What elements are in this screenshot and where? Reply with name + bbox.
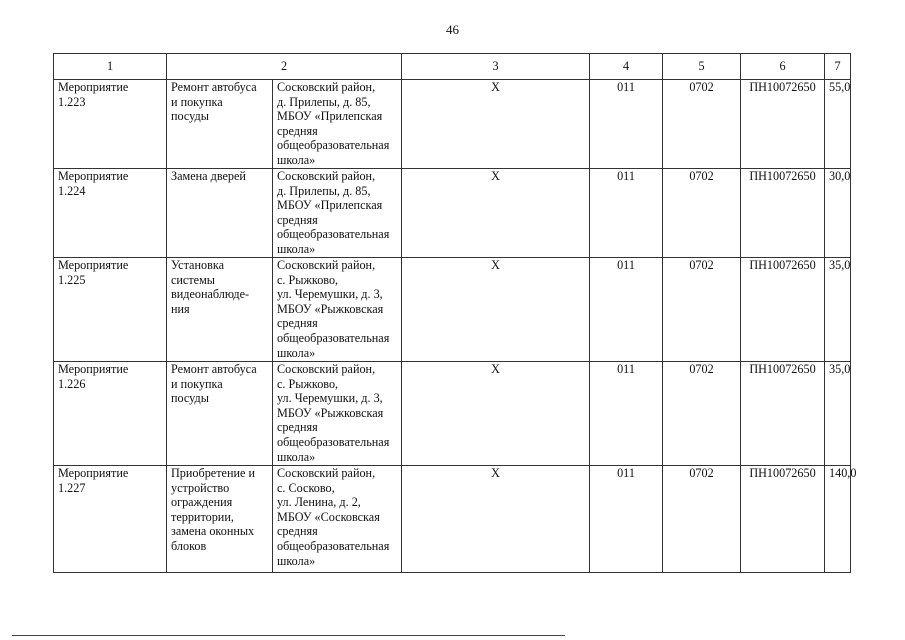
col5-cell: 0702 xyxy=(663,258,741,362)
address-cell: Сосковский район, с. Рыжково, ул. Черемушки, д. 3, МБОУ «Рыжковская средняя общеобразовательная школа» xyxy=(273,362,402,466)
col4-cell: 011 xyxy=(590,169,663,258)
col6-cell: ПН10072650 xyxy=(741,466,825,573)
col6-cell: ПН10072650 xyxy=(741,80,825,169)
col7-cell: 140,0 xyxy=(825,466,851,573)
col3-cell: Х xyxy=(402,258,590,362)
col6-cell: ПН10072650 xyxy=(741,258,825,362)
col7-cell: 35,0 xyxy=(825,362,851,466)
measure-cell: Мероприятие 1.225 xyxy=(54,258,167,362)
col7-cell: 30,0 xyxy=(825,169,851,258)
measure-cell: Мероприятие 1.224 xyxy=(54,169,167,258)
col7-cell: 55,0 xyxy=(825,80,851,169)
col6-cell: ПН10072650 xyxy=(741,362,825,466)
col5-cell: 0702 xyxy=(663,466,741,573)
address-cell: Сосковский район, с. Сосково, ул. Ленина, д. 2, МБОУ «Сосковская средняя общеобразовательная школа» xyxy=(273,466,402,573)
col4-cell: 011 xyxy=(590,80,663,169)
address-cell: Сосковский район, д. Прилепы, д. 85, МБОУ «Прилепская средняя общеобразовательная школа» xyxy=(273,169,402,258)
header-cell-5: 5 xyxy=(663,54,741,80)
measure-cell: Мероприятие 1.227 xyxy=(54,466,167,573)
table-row xyxy=(54,258,851,362)
table-row xyxy=(54,169,851,258)
address-cell: Сосковский район, д. Прилепы, д. 85, МБОУ «Прилепская средняя общеобразовательная школа» xyxy=(273,80,402,169)
table-header-row xyxy=(54,54,851,80)
address-cell: Сосковский район, с. Рыжково, ул. Черемушки, д. 3, МБОУ «Рыжковская средняя общеобразовательная школа» xyxy=(273,258,402,362)
header-cell-1: 1 xyxy=(54,54,167,80)
table-row xyxy=(54,362,851,466)
col3-cell: Х xyxy=(402,362,590,466)
col3-cell: Х xyxy=(402,169,590,258)
col5-cell: 0702 xyxy=(663,362,741,466)
budget-table xyxy=(53,53,857,573)
page-number: 46 xyxy=(446,22,459,37)
work-cell: Установка системы видеонаблюде- ния xyxy=(167,258,273,362)
header-cell-4: 4 xyxy=(590,54,663,80)
work-cell: Приобретение и устройство ограждения территории, замена оконных блоков xyxy=(167,466,273,573)
measure-cell: Мероприятие 1.223 xyxy=(54,80,167,169)
col4-cell: 011 xyxy=(590,362,663,466)
table-row xyxy=(54,466,851,573)
col7-cell: 35,0 xyxy=(825,258,851,362)
col5-cell: 0702 xyxy=(663,80,741,169)
col4-cell: 011 xyxy=(590,258,663,362)
header-cell-6: 6 xyxy=(741,54,825,80)
col6-cell: ПН10072650 xyxy=(741,169,825,258)
table-row xyxy=(54,80,851,169)
col3-cell: Х xyxy=(402,466,590,573)
header-cell-2: 2 xyxy=(167,54,402,80)
work-cell: Ремонт автобуса и покупка посуды xyxy=(167,362,273,466)
work-cell: Замена дверей xyxy=(167,169,273,258)
col3-cell: Х xyxy=(402,80,590,169)
measure-cell: Мероприятие 1.226 xyxy=(54,362,167,466)
col5-cell: 0702 xyxy=(663,169,741,258)
header-cell-7: 7 xyxy=(825,54,851,80)
work-cell: Ремонт автобуса и покупка посуды xyxy=(167,80,273,169)
header-cell-3: 3 xyxy=(402,54,590,80)
col4-cell: 011 xyxy=(590,466,663,573)
footer-rule xyxy=(12,635,565,636)
